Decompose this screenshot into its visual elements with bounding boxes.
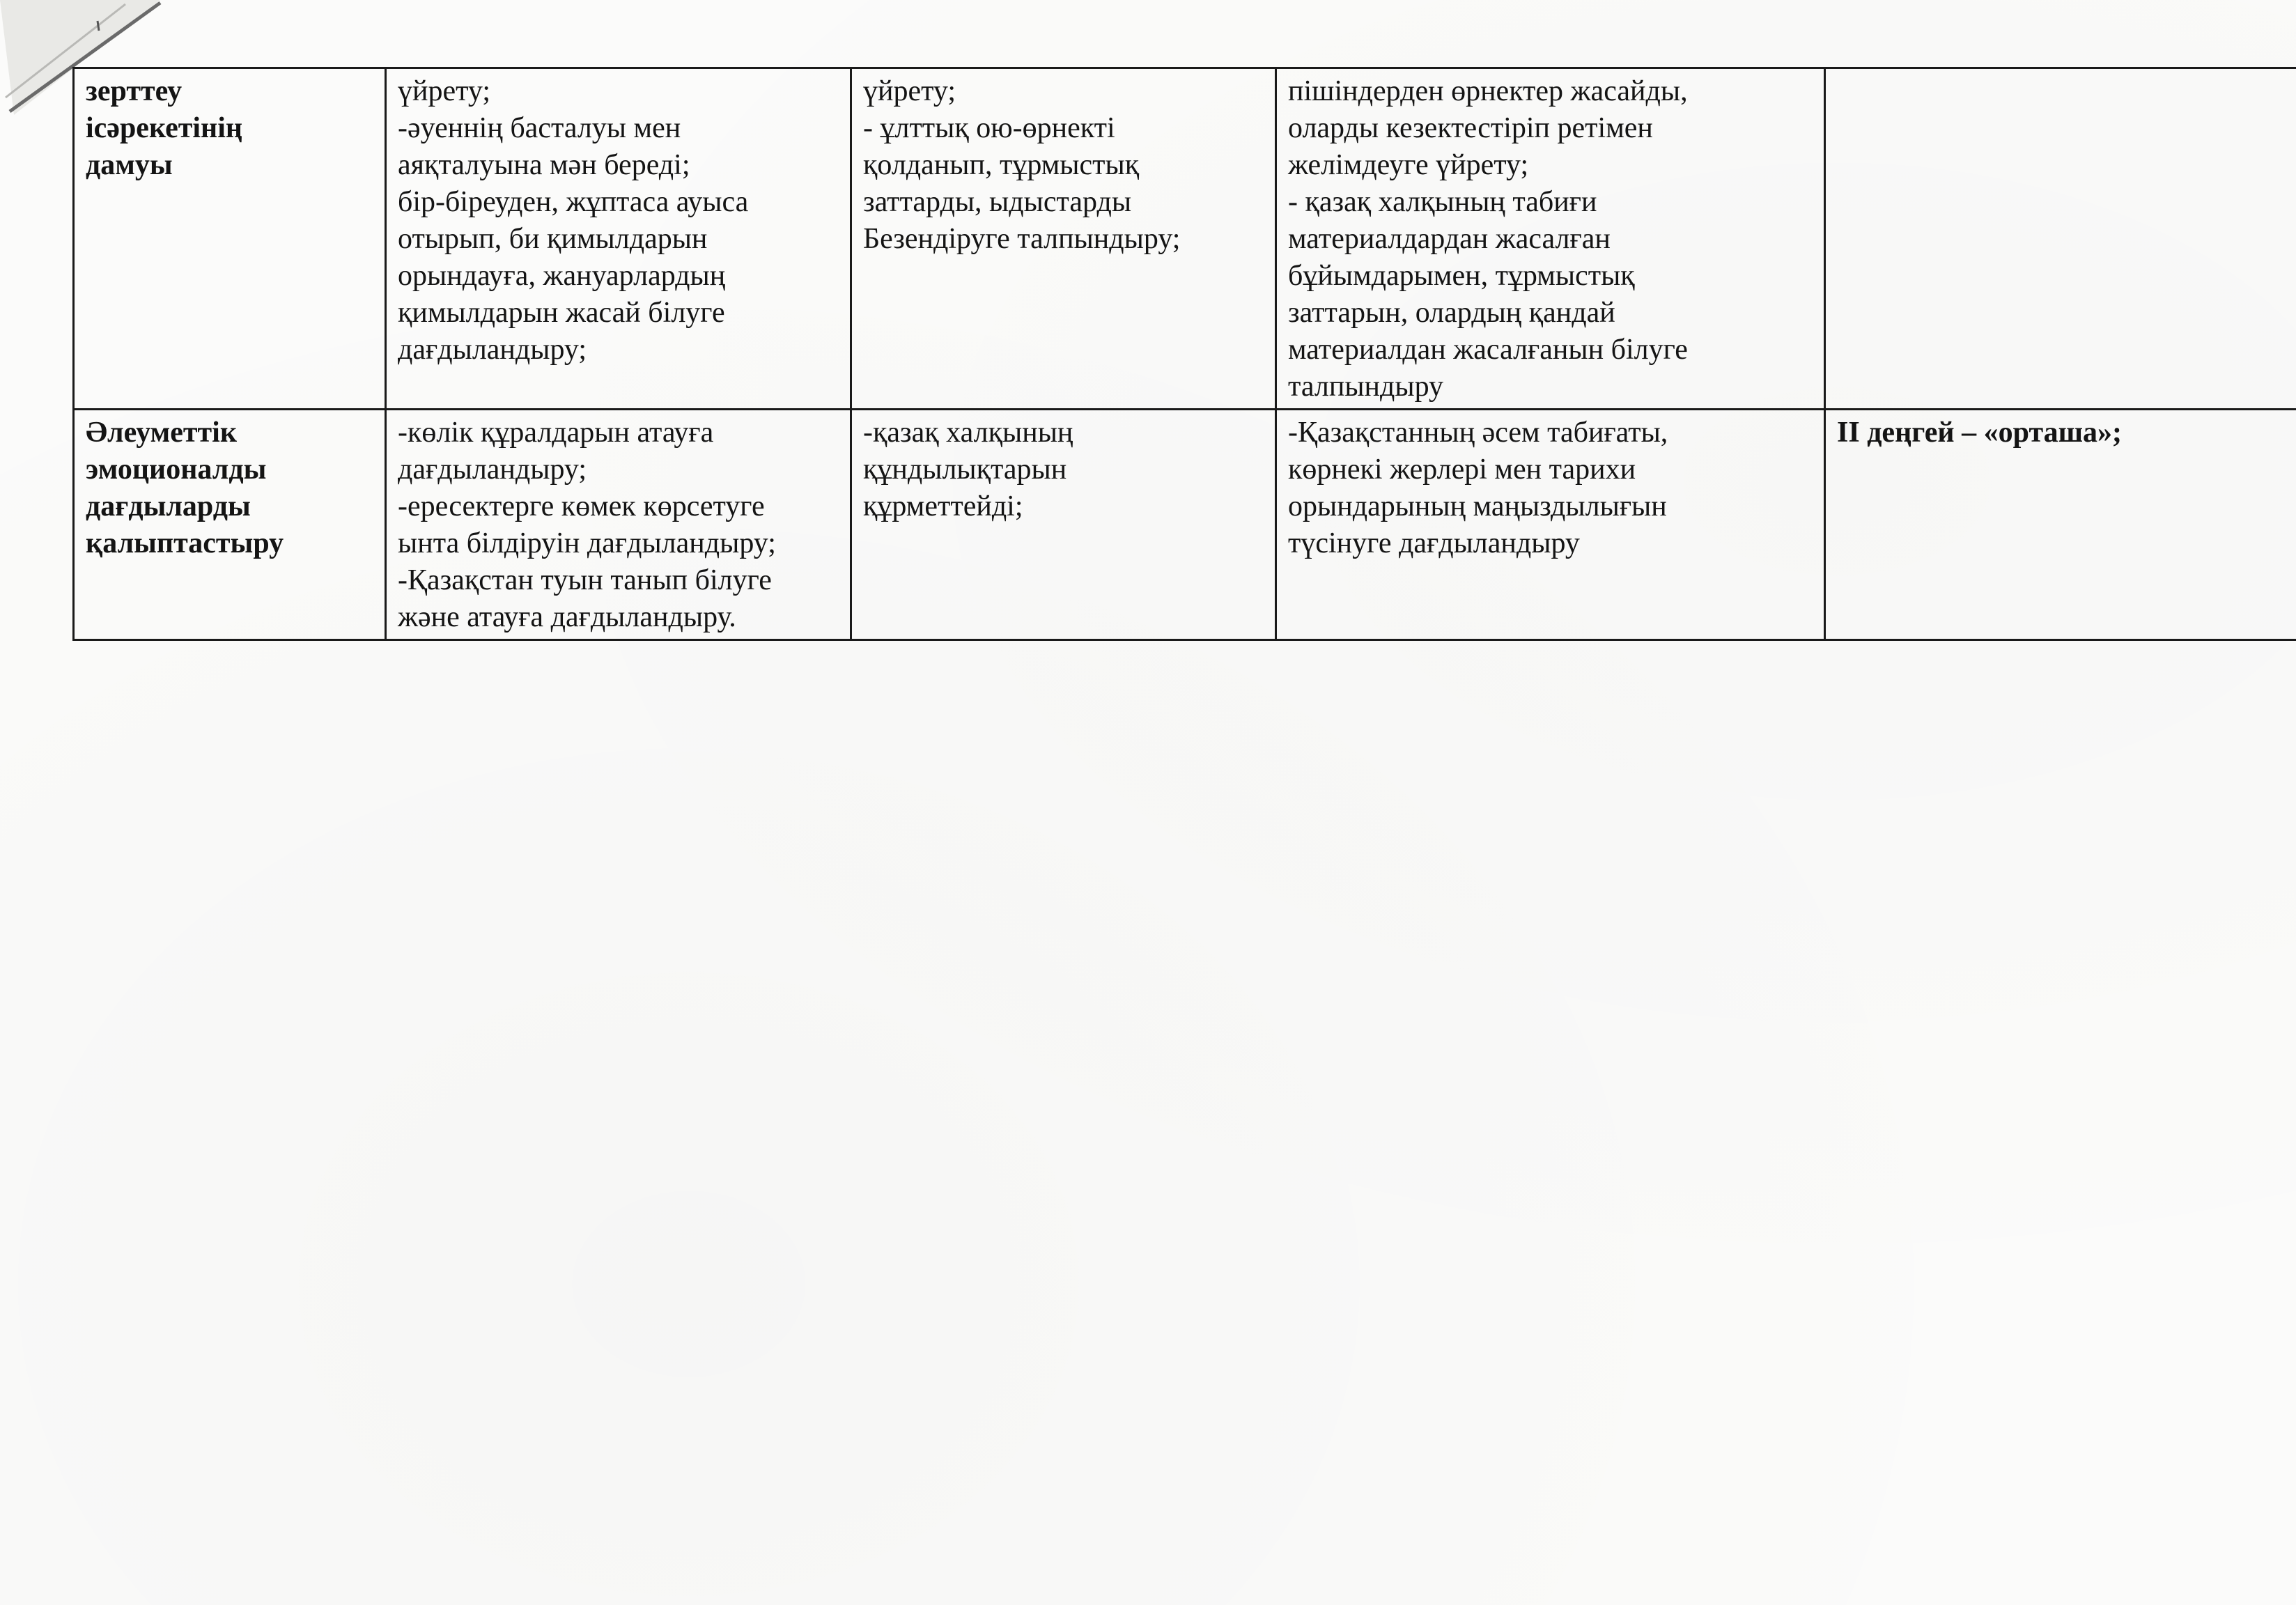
cell-line: бұйымдарымен, тұрмыстық — [1288, 260, 1635, 292]
cell-line: -әуеннің басталуы мен — [398, 112, 681, 144]
cell-line: -ересектерге көмек көрсетуге — [398, 490, 765, 522]
cell-line: отырып, би қимылдарын — [398, 223, 708, 255]
level-line: ІІ деңгей – «орташа»; — [1837, 417, 2123, 449]
skills-cell — [386, 68, 851, 410]
cell-line: - ұлттық ою-өрнекті — [863, 112, 1115, 144]
cell-line: дағдыландыру; — [398, 334, 587, 366]
cell-line: көрнекі жерлері мен тарихи — [1288, 453, 1636, 486]
skills-cell — [1276, 68, 1825, 410]
level-cell — [1825, 68, 2296, 410]
cell-line: бір-біреуден, жұптаса ауыса — [398, 186, 749, 218]
area-line: Әлеуметтік — [86, 417, 238, 449]
cell-line: ынта білдіруін дағдыландыру; — [398, 527, 776, 559]
cell-line: дағдыландыру; — [398, 453, 587, 486]
area-line: зерттеу — [86, 75, 183, 107]
cell-line: -Қазақстанның әсем табиғаты, — [1288, 417, 1668, 449]
cell-line: орындарының маңыздылығын — [1288, 490, 1667, 522]
cell-line: құндылықтарын — [863, 453, 1067, 486]
cell-line: оларды кезектестіріп ретімен — [1288, 112, 1653, 144]
development-plan-table — [72, 67, 2296, 641]
cell-line: үйрету; — [863, 75, 956, 107]
area-cell — [74, 68, 386, 410]
cell-line: құрметтейді; — [863, 490, 1023, 522]
cell-line: материалдардан жасалған — [1288, 223, 1611, 255]
cell-line: қимылдарын жасай білуге — [398, 297, 725, 329]
cell-line: және атауға дағдыландыру. — [398, 601, 736, 633]
cell-line: материалдан жасалғанын білуге — [1288, 334, 1688, 366]
skills-cell — [386, 410, 851, 640]
cell-line: заттарды, ыдыстарды — [863, 186, 1132, 218]
cell-line: орындауға, жануарлардың — [398, 260, 726, 292]
level-cell — [1825, 410, 2296, 640]
area-cell — [74, 410, 386, 640]
table-row — [74, 68, 2296, 410]
area-line: эмоционалды — [86, 453, 267, 486]
cell-line: заттарын, олардың қандай — [1288, 297, 1615, 329]
skills-cell — [851, 410, 1276, 640]
skills-cell — [1276, 410, 1825, 640]
area-line: дағдыларды — [86, 490, 251, 522]
cell-line: үйрету; — [398, 75, 491, 107]
cell-line: -Қазақстан туын танып білуге — [398, 564, 772, 596]
skills-cell — [851, 68, 1276, 410]
cell-line: желімдеуге үйрету; — [1288, 149, 1529, 181]
cell-line: Безендіруге талпындыру; — [863, 223, 1181, 255]
area-line: қалыптастыру — [86, 527, 284, 559]
area-line: дамуы — [86, 149, 173, 181]
cell-line: пішіндерден өрнектер жасайды, — [1288, 75, 1688, 107]
cell-line: қолданып, тұрмыстық — [863, 149, 1140, 181]
cell-line: талпындыру — [1288, 371, 1444, 403]
cell-line: -қазақ халқының — [863, 417, 1073, 449]
cell-line: аяқталуына мән береді; — [398, 149, 690, 181]
cell-line: - қазақ халқының табиғи — [1288, 186, 1597, 218]
area-line: ісәрекетінің — [86, 112, 243, 144]
cell-line: -көлік құралдарын атауға — [398, 417, 714, 449]
cell-line: түсінуге дағдыландыру — [1288, 527, 1580, 559]
table-row — [74, 410, 2296, 640]
